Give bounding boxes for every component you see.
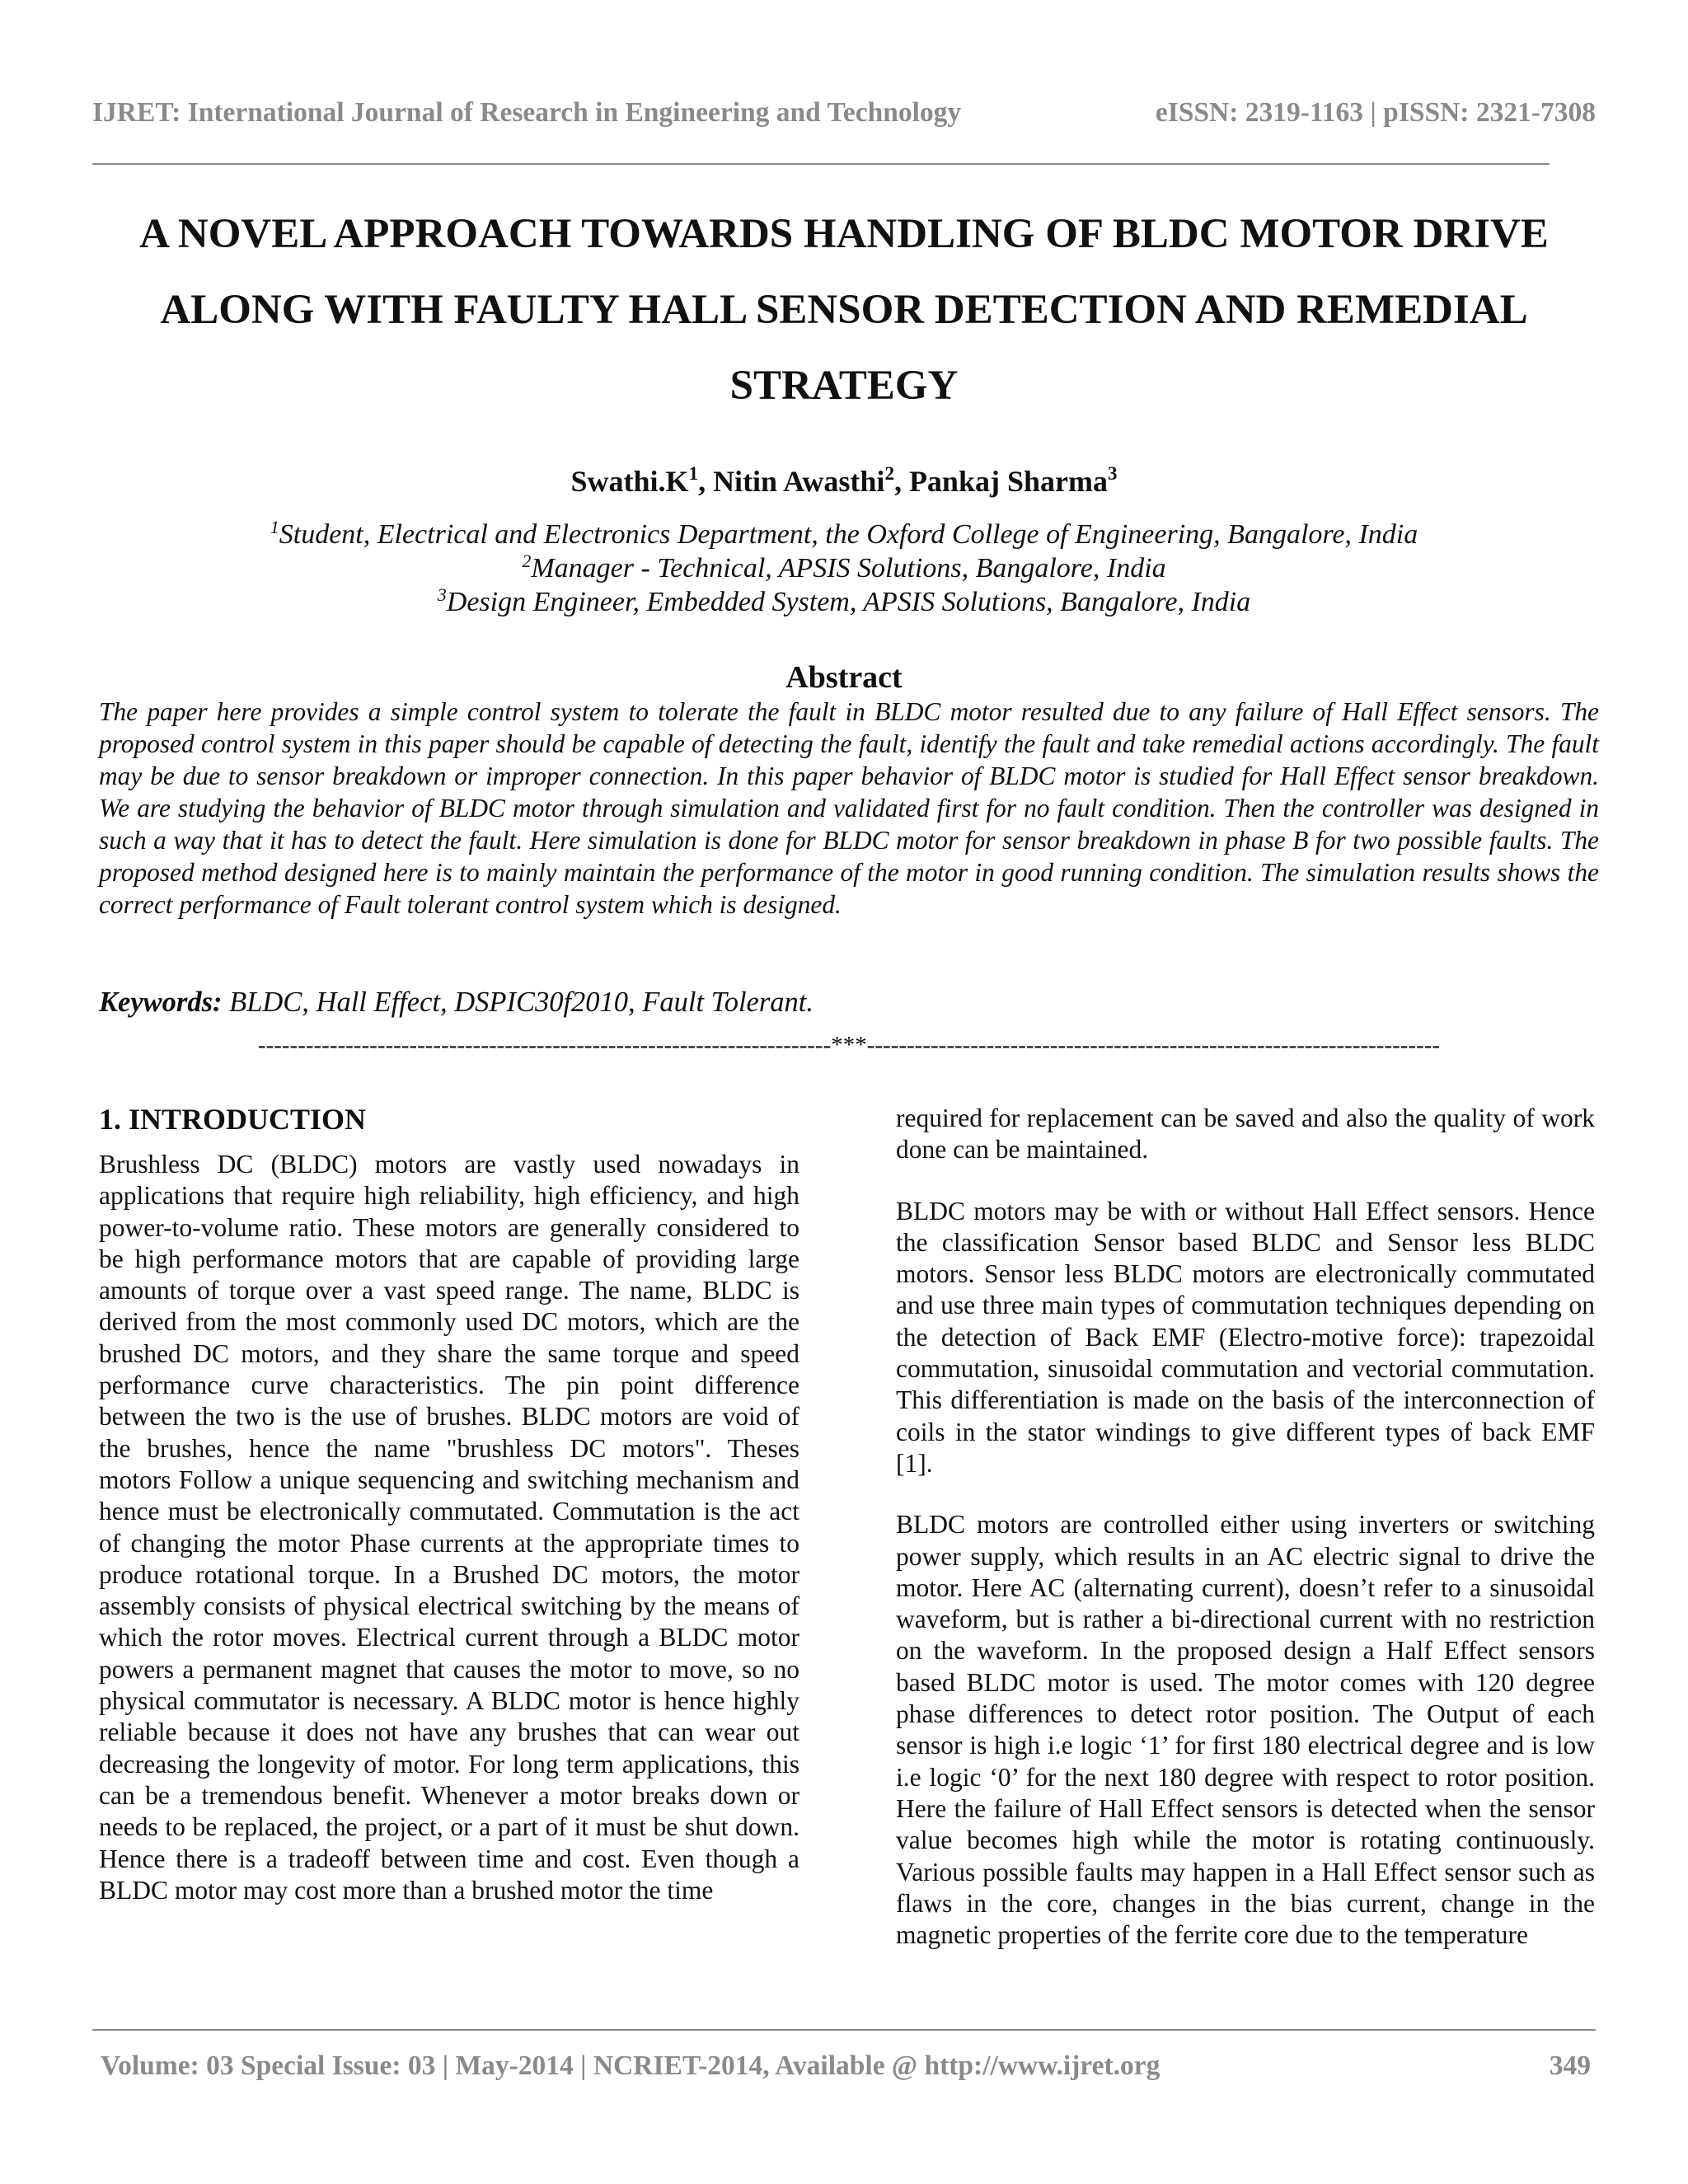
affiliation — [0, 585, 1688, 619]
body-paragraph: required for replacement can be saved and also the quality of work done can be maintained. — [896, 1104, 1595, 1165]
author-name: Nitin Awasthi — [713, 465, 885, 498]
author-sup: 3 — [1107, 463, 1118, 484]
affiliation-text: Manager - Technical, APSIS Solutions, Bangalore, India — [531, 553, 1166, 583]
footer-rule — [92, 2029, 1596, 2031]
author-sep: , — [698, 465, 714, 498]
author-sep: , — [893, 465, 909, 498]
affiliation — [0, 518, 1688, 551]
keywords-text: BLDC, Hall Effect, DSPIC30f2010, Fault Tolerant. — [222, 987, 814, 1018]
author-list — [0, 462, 1688, 501]
affiliations — [0, 518, 1688, 619]
right-column — [896, 1103, 1595, 1980]
abstract-body: The paper here provides a simple control system to tolerate the fault in BLDC motor resulted due to any failure of Hall Effect sensors. The proposed control system in this paper should be capable of detecting the fault, identify the fault and take remedial actions accordingly. The fault may be due to sensor breakdown or improper connection. In this paper behavior of BLDC motor is studied for Hall Effect sensor breakdown. We are studying the behavior of BLDC motor through simulation and validated first for no fault condition. Then the controller was designed in such a way that it has to detect the fault. Here simulation is done for BLDC motor for sensor breakdown in phase B for two possible faults. The proposed method designed here is to mainly maintain the performance of the motor in good running condition. The simulation results shows the correct performance of Fault tolerant control system which is designed. — [99, 697, 1599, 919]
header-rule — [92, 163, 1550, 165]
author-sup: 1 — [688, 463, 699, 484]
author — [571, 465, 714, 498]
body-paragraph: BLDC motors may be with or without Hall Effect sensors. Hence the classification Sensor based BLDC and Sensor less BLDC motors. Sensor less BLDC motors are electronically commutated and use three main types of commutation techniques depending on the detection of Back EMF (Electro-motive force): trapezoidal commutation, sinusoidal commutation and vectorial commutation. This differentiation is made on the basis of the interconnection of coils in the stator windings to give different types of back EMF [1]. — [896, 1196, 1595, 1478]
running-footer — [101, 2050, 1591, 2082]
body-paragraph: BLDC motors are controlled either using inverters or switching power supply, which results in an AC electric signal to drive the motor. Here AC (alternating current), doesn’t refer to a sinusoidal waveform, but is rather a bi-directional current with no restriction on the waveform. In the proposed design a Half Effect sensors based BLDC motor is used. The motor comes with 120 degree phase differences to detect rotor position. The Output of each sensor is high i.e logic ‘1’ for first 180 electrical degree and is low i.e logic ‘0’ for the next 180 degree with respect to rotor position. Here the failure of Hall Effect sensors is detected when the sensor value becomes high while the motor is rotating continuously. Various possible faults may happen in a Hall Effect sensor such as flaws in the core, changes in the bias current, change in the magnetic properties of the ferrite core due to the temperature — [896, 1510, 1595, 1950]
abstract-heading: Abstract — [785, 660, 903, 695]
affiliation-sup: 2 — [522, 551, 532, 571]
paper-title: A NOVEL APPROACH TOWARDS HANDLING OF BLDC MOTOR DRIVE ALONG WITH FAULTY HALL SENSOR DETECTION AND REMEDIAL STRATEGY — [139, 211, 1549, 409]
affiliation-sup: 3 — [437, 584, 447, 605]
affiliation-text: Design Engineer, Embedded System, APSIS Solutions, Bangalore, India — [446, 587, 1251, 617]
left-column — [99, 1101, 799, 1936]
author — [713, 465, 909, 498]
affiliation-text: Student, Electrical and Electronics Department, the Oxford College of Engineering, Bangalore, India — [279, 519, 1418, 550]
section-separator: ------------------------------------------------------------------------***------------------------------------------------------------------------ — [257, 1032, 1441, 1058]
affiliation-sup: 1 — [270, 517, 279, 537]
keywords-label: Keywords: — [99, 987, 223, 1018]
body-paragraph: Brushless DC (BLDC) motors are vastly used nowadays in applications that require high reliability, high efficiency, and high power-to-volume ratio. These motors are generally considered to be high performance motors that are capable of providing large amounts of torque over a vast speed range. The name, BLDC is derived from the most commonly used DC motors, which are the brushed DC motors, and they share the same torque and speed performance curve characteristics. The pin point difference between the two is the use of brushes. BLDC motors are void of the brushes, hence the name "brushless DC motors". Theses motors Follow a unique sequencing and switching mechanism and hence must be electronically commutated. Commutation is the act of changing the motor Phase currents at the appropriate times to produce rotational torque. In a Brushed DC motors, the motor assembly consists of physical electrical switching by the means of which the rotor moves. Electrical current through a BLDC motor powers a permanent magnet that causes the motor to move, so no physical commutator is necessary. A BLDC motor is hence highly reliable because it does not have any brushes that can wear out decreasing the longevity of motor. For long term applications, this can be a tremendous benefit. Whenever a motor breaks down or needs to be replaced, the project, or a part of it must be shut down. Hence there is a tradeoff between time and cost. Even though a BLDC motor may cost more than a brushed motor the time — [99, 1150, 799, 1905]
keywords — [99, 984, 1599, 1020]
author-sup: 2 — [884, 463, 894, 484]
author — [909, 465, 1118, 498]
running-header — [92, 97, 1596, 129]
author-name: Pankaj Sharma — [908, 465, 1108, 498]
section-heading: 1. INTRODUCTION — [99, 1103, 367, 1136]
issn: eISSN: 2319-1163 | pISSN: 2321-7308 — [1155, 97, 1596, 128]
footer-volume: Volume: 03 Special Issue: 03 | May-2014 | NCRIET-2014, Available @ http://www.ijret.org — [101, 2050, 1160, 2081]
author-name: Swathi.K — [570, 465, 689, 498]
affiliation — [0, 551, 1688, 585]
journal-name: IJRET: International Journal of Research in Engineering and Technology — [92, 97, 962, 128]
page-number: 349 — [1549, 2050, 1591, 2081]
